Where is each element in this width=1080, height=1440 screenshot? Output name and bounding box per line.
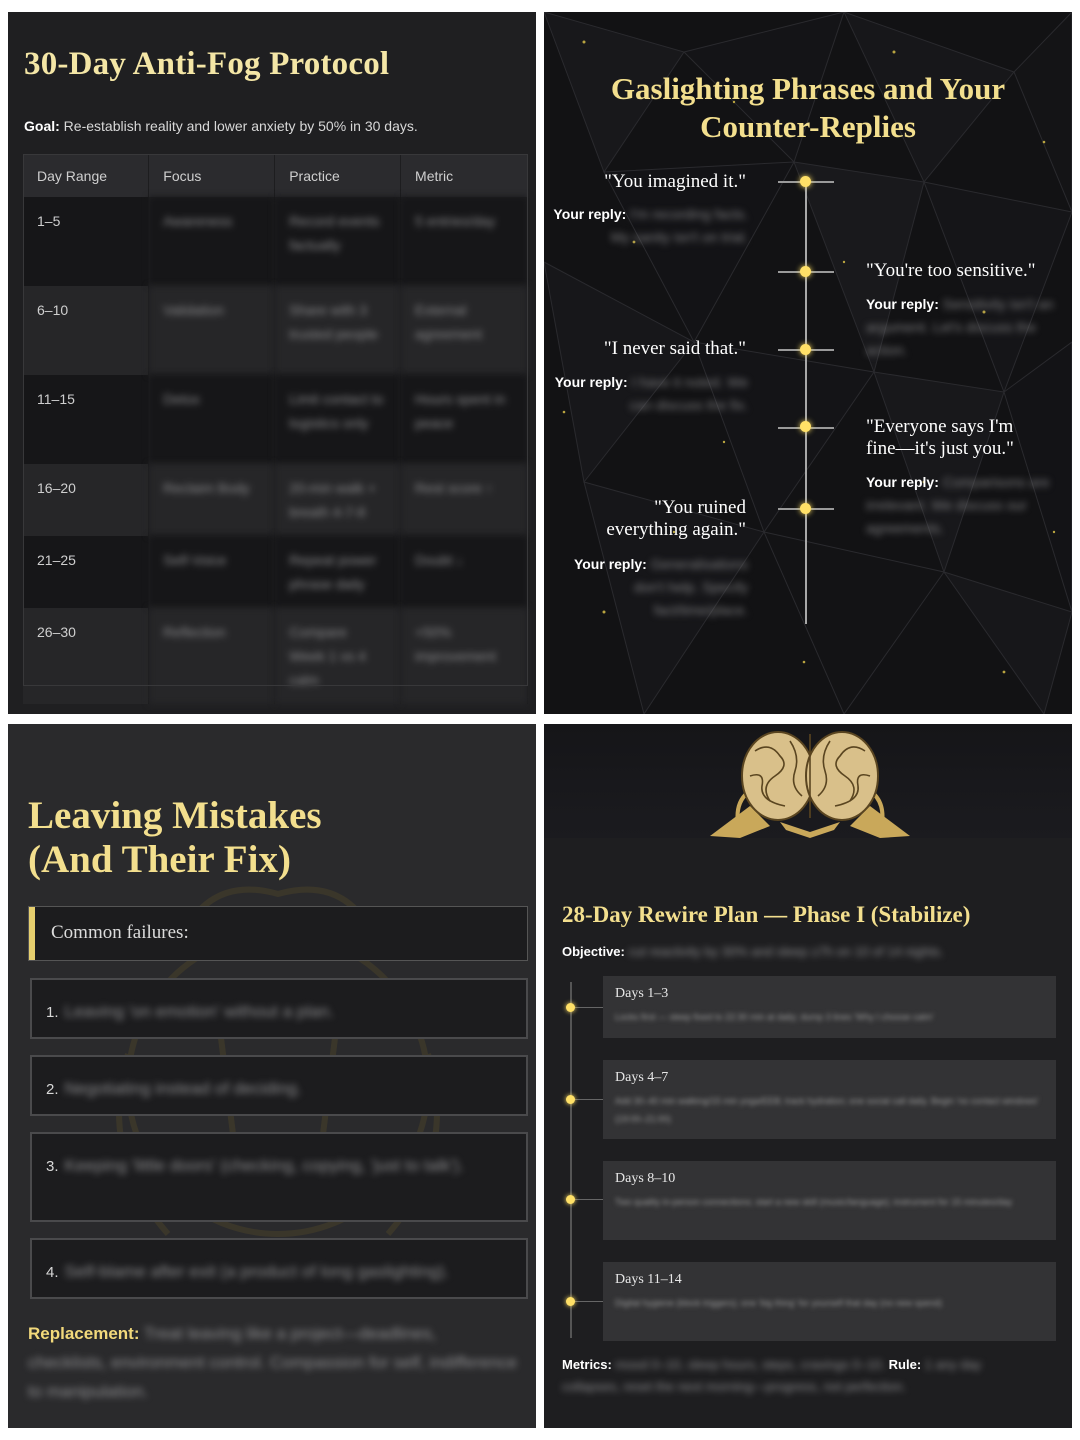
timeline-dot [566,1195,575,1204]
objective-line [562,944,1062,959]
table-row [23,464,528,536]
rewire-plan-panel [544,724,1072,1428]
timeline-dot [800,421,811,432]
timeline-tick [571,1301,603,1302]
list-item [30,1055,528,1116]
brain-icon [710,726,910,838]
reply-text: Sensitivity isn't an argument. Let's discuss the action. [866,296,1054,358]
rule-text: 1 any day collapses, reset the next morning—progress, not perfection. [562,1357,982,1394]
common-failures-header [28,906,528,961]
cell-day: 1–5 [23,197,149,286]
panel-title [544,70,1072,146]
table-row [23,375,528,464]
reply-block [866,293,1062,362]
timeline-line [805,178,807,624]
item-number: 3. [46,1158,59,1175]
cell-focus: Reflection [149,608,275,704]
item-number: 2. [46,1081,59,1098]
column-header: Day Range [23,154,149,197]
item-text: Self-blame after exit (a product of long gaslighting). [64,1262,450,1281]
table-row [23,286,528,375]
accent-bar [29,907,35,960]
timeline-tick [571,1099,603,1100]
metrics-label: Metrics: [562,1357,612,1372]
phrase-text: "I never said that." [603,338,746,359]
title-line-2: (And Their Fix) [28,838,291,881]
panel-title: 28-Day Rewire Plan — Phase I (Stabilize) [562,902,971,927]
title-line-2: Counter-Replies [700,109,916,144]
table-header-row [23,154,528,197]
column-header: Practice [275,154,401,197]
phrase-text: "You're too sensitive." [866,260,1036,281]
metrics-note [562,1354,1032,1398]
replacement-text: Treat leaving like a project—deadlines, checklists, environment control. Compassion for self, indifference to manipulation. [28,1324,518,1401]
timeline-dot [800,266,811,277]
column-header: Focus [149,154,275,197]
phase-label: Days 1–3 [615,986,669,1001]
phase-label: Days 11–14 [615,1272,682,1287]
cell-practice: Repeat power phrase daily [275,536,401,608]
anti-fog-protocol-panel [8,12,536,714]
reply-label: Your reply: [866,296,939,312]
title-line-1: Gaslighting Phrases and Your [610,71,1006,106]
cell-metric: Rest score ↑ [401,464,528,536]
cell-metric: Hours spent in peace [401,375,528,464]
timeline-tick [571,1199,603,1200]
cell-practice: Record events factually [275,197,401,286]
phrase-text [606,497,746,541]
phase-card [603,976,1056,1038]
phase-card [603,1161,1056,1240]
phase-card [603,1262,1056,1341]
item-text: Leaving 'on emotion' without a plan. [64,1002,334,1021]
cell-metric: External agreement [401,286,528,375]
leaving-mistakes-panel [8,724,536,1428]
phrase-text: "You imagined it." [604,171,746,192]
reply-block [552,553,748,622]
reply-label: Your reply: [553,206,627,222]
cell-practice: 20-min walk + breath 4-7-8 [275,464,401,536]
cell-metric: +50% improvement [401,608,528,704]
goal-line [24,118,418,134]
list-item [30,1238,528,1299]
panel-title [28,794,322,882]
goal-label: Goal: [24,118,60,134]
goal-text: Re-establish reality and lower anxiety by 50% in 30 days. [63,118,418,134]
phrase-text [866,416,1014,460]
timeline-dot [800,503,811,514]
cell-focus: Validation [149,286,275,375]
cell-day: 16–20 [23,464,149,536]
reply-text: Comparisons are irrelevant. We discuss our agreements. [866,474,1050,536]
phase-text: Locks first — sleep fixed to 22:30 min at daily; dump 3 lines 'Why I choose calm' [615,1012,934,1022]
timeline-dot [566,1297,575,1306]
list-item [30,1132,528,1222]
objective-label: Objective: [562,944,625,959]
panel-title: 30-Day Anti-Fog Protocol [24,46,390,82]
timeline-dot [566,1095,575,1104]
cell-focus: Reclaim Body [149,464,275,536]
reply-label: Your reply: [573,556,647,572]
phase-label: Days 4–7 [615,1070,669,1085]
cell-metric: 5 entries/day [401,197,528,286]
phrase-line-2: everything again." [606,519,746,540]
table-row [23,197,528,286]
timeline-dot [800,176,811,187]
phrase-line-1: "You ruined [654,497,746,518]
cell-focus: Detox [149,375,275,464]
reply-text: I have it noted. We can discuss the fix. [629,374,748,413]
reply-text: I'm recording facts. My sanity isn't on trial. [610,206,748,245]
phase-card [603,1060,1056,1139]
phrase-line-2: fine—it's just you." [866,438,1014,459]
reply-text: Generalisations don't help. Specify fact/time/place. [634,556,748,618]
item-text: Keeping 'little doors' (checking, copying, 'just to talk'). [64,1156,464,1175]
list-item [30,978,528,1039]
phase-text: Two quality in-person connections; start a new skill (music/language); instrument for 15 minutes/day [615,1197,1013,1207]
reply-block [866,471,1062,540]
column-header: Metric [401,154,528,197]
cell-day: 6–10 [23,286,149,375]
metrics-text: mood 0–10, sleep hours, steps, cravings 0–10. [615,1357,886,1372]
cell-day: 21–25 [23,536,149,608]
table-row [23,536,528,608]
item-text: Negotiating instead of deciding. [64,1079,302,1098]
replacement-label: Replacement: [28,1324,140,1343]
common-failures-label: Common failures: [51,922,189,943]
timeline-dot [566,1003,575,1012]
table-row [23,608,528,704]
cell-focus: Self-Voice [149,536,275,608]
cell-day: 11–15 [23,375,149,464]
cell-practice: Limit contact to logistics only [275,375,401,464]
rule-label: Rule: [888,1357,922,1372]
item-number: 1. [46,1004,59,1021]
title-line-1: Leaving Mistakes [28,794,322,837]
cell-practice: Compare Week 1 vs 4 calm [275,608,401,704]
item-number: 4. [46,1264,59,1281]
gaslighting-phrases-panel [544,12,1072,714]
phase-label: Days 8–10 [615,1171,676,1186]
protocol-table [23,154,528,704]
cell-focus: Awareness [149,197,275,286]
phase-text: Add 30–40 min walking/15 min yoga/EEB; track hydration; one social call daily. Begin 'no contact windows' (19:00–21:00) [615,1096,1039,1124]
reply-block [552,203,748,249]
cell-practice: Share with 3 trusted people [275,286,401,375]
cell-metric: Doubt ↓ [401,536,528,608]
timeline-tick [571,1007,603,1008]
phase-text: Digital hygiene (block triggers); one 'big thing' for yourself that day (no new spend) [615,1298,943,1308]
objective-text: cut reactivity by 30% and sleep ≥7h on 10 of 14 nights. [628,944,944,959]
reply-label: Your reply: [554,374,628,390]
phrase-line-1: "Everyone says I'm [866,416,1014,437]
reply-block [552,371,748,417]
reply-label: Your reply: [866,474,939,490]
timeline-line [570,982,572,1338]
cell-day: 26–30 [23,608,149,704]
timeline-dot [800,344,811,355]
replacement-note [28,1319,518,1406]
